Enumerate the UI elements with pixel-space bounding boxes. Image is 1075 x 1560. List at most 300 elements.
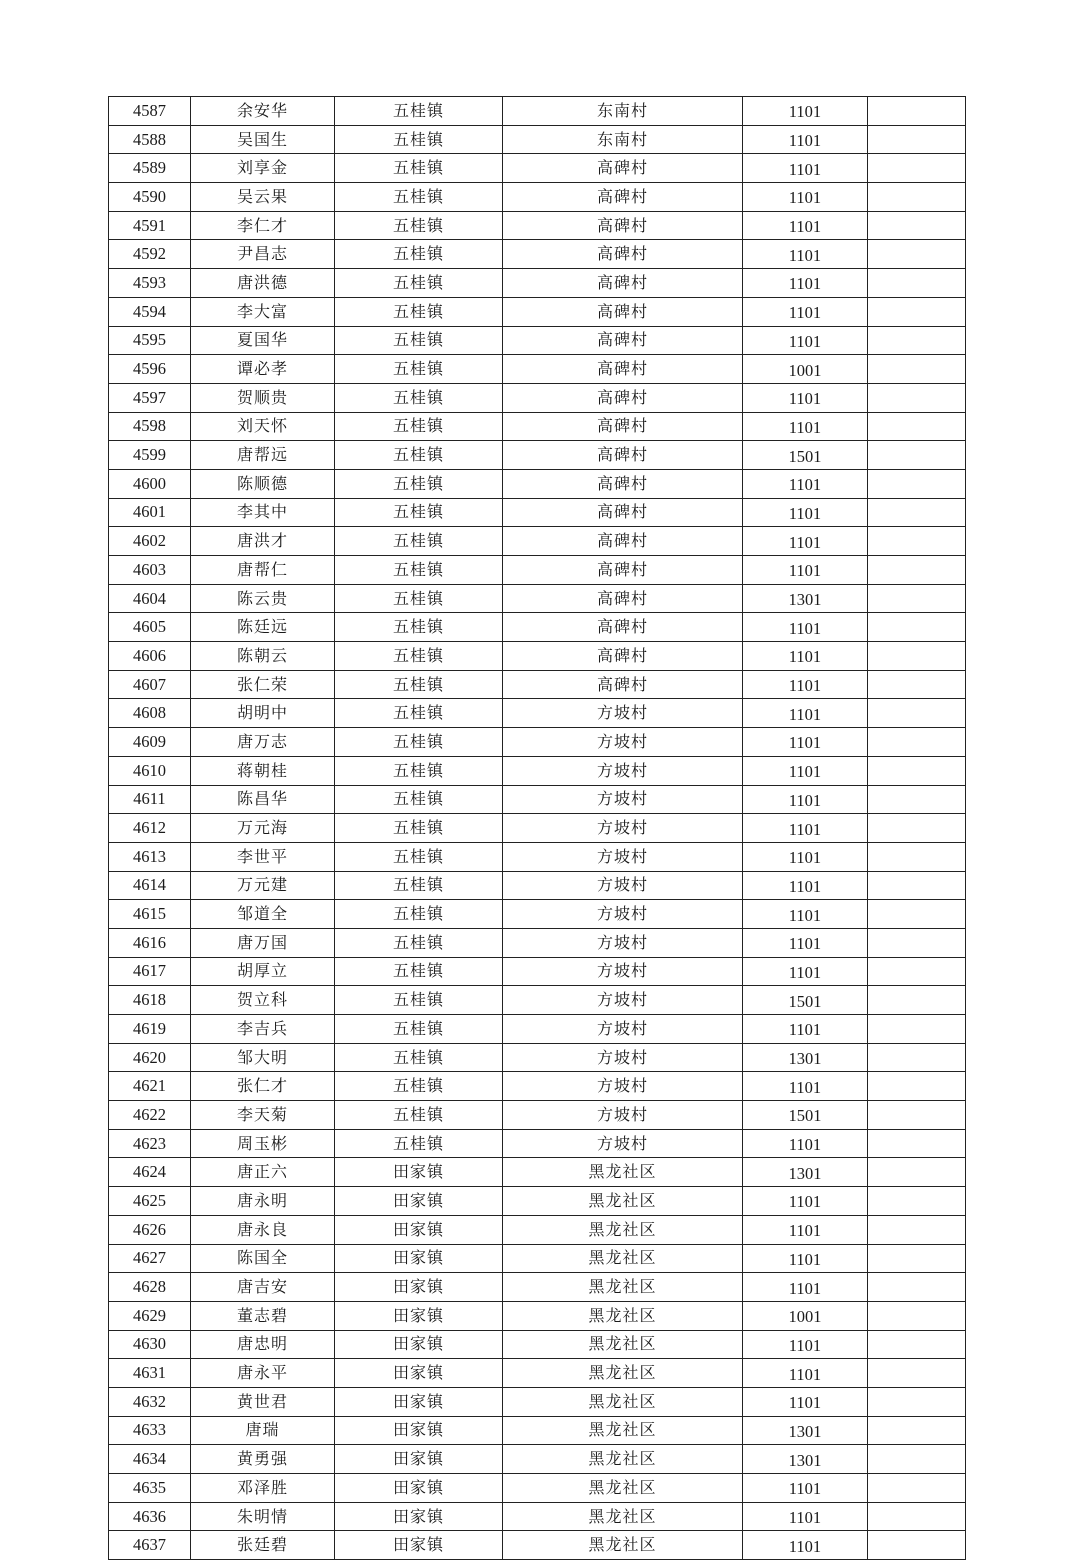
name-cell: 唐忠明 xyxy=(191,1330,335,1359)
table-row xyxy=(109,1416,966,1445)
code-cell: 1101 xyxy=(743,125,868,154)
name-cell: 唐永明 xyxy=(191,1187,335,1216)
town-cell: 田家镇 xyxy=(335,1330,503,1359)
name-cell: 李天菊 xyxy=(191,1101,335,1130)
code-cell: 1301 xyxy=(743,1158,868,1187)
town-cell: 五桂镇 xyxy=(335,154,503,183)
village-cell: 高碑村 xyxy=(503,240,743,269)
code-cell: 1101 xyxy=(743,326,868,355)
code-cell: 1101 xyxy=(743,1215,868,1244)
village-cell: 黑龙社区 xyxy=(503,1502,743,1531)
name-cell: 张仁才 xyxy=(191,1072,335,1101)
village-cell: 方坡村 xyxy=(503,957,743,986)
village-cell: 高碑村 xyxy=(503,269,743,298)
row-number-cell: 4619 xyxy=(109,1015,191,1044)
town-cell: 五桂镇 xyxy=(335,728,503,757)
town-cell: 五桂镇 xyxy=(335,1043,503,1072)
table-row xyxy=(109,900,966,929)
name-cell: 李仁才 xyxy=(191,211,335,240)
row-number-cell: 4615 xyxy=(109,900,191,929)
town-cell: 田家镇 xyxy=(335,1416,503,1445)
village-cell: 黑龙社区 xyxy=(503,1474,743,1503)
town-cell: 五桂镇 xyxy=(335,498,503,527)
code-cell: 1101 xyxy=(743,183,868,212)
code-cell: 1301 xyxy=(743,1043,868,1072)
code-cell: 1101 xyxy=(743,842,868,871)
table-row xyxy=(109,670,966,699)
row-number-cell: 4600 xyxy=(109,469,191,498)
town-cell: 五桂镇 xyxy=(335,928,503,957)
code-cell: 1101 xyxy=(743,1015,868,1044)
village-cell: 方坡村 xyxy=(503,1015,743,1044)
row-number-cell: 4616 xyxy=(109,928,191,957)
table-row xyxy=(109,527,966,556)
note-cell xyxy=(868,498,966,527)
village-cell: 高碑村 xyxy=(503,584,743,613)
name-cell: 周玉彬 xyxy=(191,1129,335,1158)
code-cell: 1101 xyxy=(743,1187,868,1216)
table-row xyxy=(109,1359,966,1388)
table-row xyxy=(109,728,966,757)
town-cell: 五桂镇 xyxy=(335,1129,503,1158)
town-cell: 五桂镇 xyxy=(335,1015,503,1044)
table-row xyxy=(109,383,966,412)
town-cell: 田家镇 xyxy=(335,1474,503,1503)
table-row xyxy=(109,1215,966,1244)
village-cell: 高碑村 xyxy=(503,383,743,412)
table-row xyxy=(109,1187,966,1216)
code-cell: 1101 xyxy=(743,211,868,240)
table-row xyxy=(109,1474,966,1503)
village-cell: 高碑村 xyxy=(503,297,743,326)
code-cell: 1101 xyxy=(743,1474,868,1503)
code-cell: 1101 xyxy=(743,154,868,183)
note-cell xyxy=(868,1445,966,1474)
code-cell: 1101 xyxy=(743,871,868,900)
town-cell: 五桂镇 xyxy=(335,183,503,212)
town-cell: 五桂镇 xyxy=(335,125,503,154)
table-row xyxy=(109,928,966,957)
village-cell: 高碑村 xyxy=(503,412,743,441)
name-cell: 吴云果 xyxy=(191,183,335,212)
note-cell xyxy=(868,871,966,900)
row-number-cell: 4593 xyxy=(109,269,191,298)
table-row xyxy=(109,1101,966,1130)
row-number-cell: 4624 xyxy=(109,1158,191,1187)
village-cell: 方坡村 xyxy=(503,1101,743,1130)
village-cell: 高碑村 xyxy=(503,527,743,556)
code-cell: 1101 xyxy=(743,814,868,843)
row-number-cell: 4626 xyxy=(109,1215,191,1244)
row-number-cell: 4622 xyxy=(109,1101,191,1130)
row-number-cell: 4631 xyxy=(109,1359,191,1388)
town-cell: 五桂镇 xyxy=(335,269,503,298)
code-cell: 1101 xyxy=(743,1387,868,1416)
note-cell xyxy=(868,814,966,843)
town-cell: 五桂镇 xyxy=(335,670,503,699)
village-cell: 黑龙社区 xyxy=(503,1359,743,1388)
name-cell: 邹道全 xyxy=(191,900,335,929)
table-row xyxy=(109,1301,966,1330)
town-cell: 五桂镇 xyxy=(335,412,503,441)
row-number-cell: 4628 xyxy=(109,1273,191,1302)
town-cell: 五桂镇 xyxy=(335,842,503,871)
town-cell: 田家镇 xyxy=(335,1158,503,1187)
name-cell: 贺立科 xyxy=(191,986,335,1015)
row-number-cell: 4612 xyxy=(109,814,191,843)
code-cell: 1001 xyxy=(743,1301,868,1330)
table-row xyxy=(109,814,966,843)
note-cell xyxy=(868,1015,966,1044)
code-cell: 1301 xyxy=(743,1445,868,1474)
code-cell: 1101 xyxy=(743,642,868,671)
note-cell xyxy=(868,1072,966,1101)
town-cell: 五桂镇 xyxy=(335,613,503,642)
village-cell: 黑龙社区 xyxy=(503,1215,743,1244)
table-row xyxy=(109,785,966,814)
table-row xyxy=(109,699,966,728)
table-row xyxy=(109,556,966,585)
row-number-cell: 4608 xyxy=(109,699,191,728)
note-cell xyxy=(868,527,966,556)
table-row xyxy=(109,441,966,470)
row-number-cell: 4597 xyxy=(109,383,191,412)
town-cell: 田家镇 xyxy=(335,1244,503,1273)
name-cell: 陈顺德 xyxy=(191,469,335,498)
town-cell: 五桂镇 xyxy=(335,814,503,843)
town-cell: 五桂镇 xyxy=(335,785,503,814)
town-cell: 五桂镇 xyxy=(335,986,503,1015)
table-row xyxy=(109,1043,966,1072)
table-row xyxy=(109,183,966,212)
note-cell xyxy=(868,613,966,642)
table-row xyxy=(109,957,966,986)
code-cell: 1101 xyxy=(743,613,868,642)
note-cell xyxy=(868,1330,966,1359)
roster-table-body xyxy=(109,97,966,1560)
village-cell: 高碑村 xyxy=(503,556,743,585)
note-cell xyxy=(868,297,966,326)
row-number-cell: 4635 xyxy=(109,1474,191,1503)
village-cell: 高碑村 xyxy=(503,326,743,355)
table-row xyxy=(109,412,966,441)
town-cell: 五桂镇 xyxy=(335,441,503,470)
village-cell: 高碑村 xyxy=(503,355,743,384)
note-cell xyxy=(868,1043,966,1072)
town-cell: 五桂镇 xyxy=(335,240,503,269)
table-row xyxy=(109,97,966,126)
name-cell: 邓泽胜 xyxy=(191,1474,335,1503)
town-cell: 五桂镇 xyxy=(335,642,503,671)
table-row xyxy=(109,613,966,642)
name-cell: 唐正六 xyxy=(191,1158,335,1187)
code-cell: 1301 xyxy=(743,1416,868,1445)
row-number-cell: 4592 xyxy=(109,240,191,269)
town-cell: 五桂镇 xyxy=(335,211,503,240)
row-number-cell: 4587 xyxy=(109,97,191,126)
table-row xyxy=(109,871,966,900)
village-cell: 高碑村 xyxy=(503,498,743,527)
table-row xyxy=(109,642,966,671)
name-cell: 蒋朝桂 xyxy=(191,756,335,785)
name-cell: 张仁荣 xyxy=(191,670,335,699)
village-cell: 方坡村 xyxy=(503,1129,743,1158)
name-cell: 刘享金 xyxy=(191,154,335,183)
village-cell: 方坡村 xyxy=(503,1043,743,1072)
village-cell: 黑龙社区 xyxy=(503,1273,743,1302)
name-cell: 胡明中 xyxy=(191,699,335,728)
name-cell: 唐永平 xyxy=(191,1359,335,1388)
table-row xyxy=(109,1531,966,1560)
row-number-cell: 4632 xyxy=(109,1387,191,1416)
name-cell: 唐洪德 xyxy=(191,269,335,298)
town-cell: 五桂镇 xyxy=(335,699,503,728)
row-number-cell: 4606 xyxy=(109,642,191,671)
village-cell: 高碑村 xyxy=(503,613,743,642)
name-cell: 张廷碧 xyxy=(191,1531,335,1560)
town-cell: 田家镇 xyxy=(335,1387,503,1416)
name-cell: 余安华 xyxy=(191,97,335,126)
note-cell xyxy=(868,469,966,498)
code-cell: 1101 xyxy=(743,670,868,699)
village-cell: 高碑村 xyxy=(503,183,743,212)
code-cell: 1501 xyxy=(743,986,868,1015)
table-row xyxy=(109,1502,966,1531)
note-cell xyxy=(868,183,966,212)
code-cell: 1101 xyxy=(743,1502,868,1531)
code-cell: 1001 xyxy=(743,355,868,384)
note-cell xyxy=(868,1502,966,1531)
town-cell: 田家镇 xyxy=(335,1187,503,1216)
name-cell: 陈朝云 xyxy=(191,642,335,671)
code-cell: 1101 xyxy=(743,1244,868,1273)
town-cell: 田家镇 xyxy=(335,1531,503,1560)
village-cell: 方坡村 xyxy=(503,928,743,957)
village-cell: 黑龙社区 xyxy=(503,1531,743,1560)
table-row xyxy=(109,584,966,613)
note-cell xyxy=(868,584,966,613)
row-number-cell: 4611 xyxy=(109,785,191,814)
row-number-cell: 4591 xyxy=(109,211,191,240)
code-cell: 1101 xyxy=(743,240,868,269)
note-cell xyxy=(868,957,966,986)
code-cell: 1101 xyxy=(743,1531,868,1560)
name-cell: 黄世君 xyxy=(191,1387,335,1416)
code-cell: 1101 xyxy=(743,1129,868,1158)
village-cell: 黑龙社区 xyxy=(503,1445,743,1474)
name-cell: 唐洪才 xyxy=(191,527,335,556)
row-number-cell: 4602 xyxy=(109,527,191,556)
code-cell: 1101 xyxy=(743,1273,868,1302)
row-number-cell: 4613 xyxy=(109,842,191,871)
row-number-cell: 4633 xyxy=(109,1416,191,1445)
note-cell xyxy=(868,1416,966,1445)
row-number-cell: 4634 xyxy=(109,1445,191,1474)
village-cell: 高碑村 xyxy=(503,211,743,240)
town-cell: 田家镇 xyxy=(335,1445,503,1474)
name-cell: 李大富 xyxy=(191,297,335,326)
row-number-cell: 4594 xyxy=(109,297,191,326)
table-row xyxy=(109,154,966,183)
note-cell xyxy=(868,785,966,814)
name-cell: 吴国生 xyxy=(191,125,335,154)
name-cell: 陈国全 xyxy=(191,1244,335,1273)
town-cell: 五桂镇 xyxy=(335,957,503,986)
table-row xyxy=(109,355,966,384)
town-cell: 五桂镇 xyxy=(335,1072,503,1101)
row-number-cell: 4630 xyxy=(109,1330,191,1359)
village-cell: 高碑村 xyxy=(503,441,743,470)
row-number-cell: 4607 xyxy=(109,670,191,699)
note-cell xyxy=(868,1244,966,1273)
note-cell xyxy=(868,928,966,957)
name-cell: 唐帮远 xyxy=(191,441,335,470)
code-cell: 1301 xyxy=(743,584,868,613)
code-cell: 1101 xyxy=(743,728,868,757)
name-cell: 唐万国 xyxy=(191,928,335,957)
name-cell: 唐帮仁 xyxy=(191,556,335,585)
table-row xyxy=(109,756,966,785)
town-cell: 五桂镇 xyxy=(335,297,503,326)
note-cell xyxy=(868,1359,966,1388)
name-cell: 李其中 xyxy=(191,498,335,527)
code-cell: 1101 xyxy=(743,297,868,326)
name-cell: 李世平 xyxy=(191,842,335,871)
table-row xyxy=(109,986,966,1015)
village-cell: 方坡村 xyxy=(503,986,743,1015)
town-cell: 五桂镇 xyxy=(335,556,503,585)
name-cell: 邹大明 xyxy=(191,1043,335,1072)
town-cell: 五桂镇 xyxy=(335,97,503,126)
code-cell: 1101 xyxy=(743,498,868,527)
village-cell: 高碑村 xyxy=(503,670,743,699)
table-row xyxy=(109,1387,966,1416)
code-cell: 1501 xyxy=(743,1101,868,1130)
code-cell: 1101 xyxy=(743,97,868,126)
town-cell: 五桂镇 xyxy=(335,355,503,384)
table-row xyxy=(109,1129,966,1158)
town-cell: 五桂镇 xyxy=(335,584,503,613)
village-cell: 方坡村 xyxy=(503,785,743,814)
code-cell: 1101 xyxy=(743,900,868,929)
row-number-cell: 4618 xyxy=(109,986,191,1015)
table-row xyxy=(109,498,966,527)
name-cell: 夏国华 xyxy=(191,326,335,355)
name-cell: 刘天怀 xyxy=(191,412,335,441)
note-cell xyxy=(868,1158,966,1187)
name-cell: 唐永良 xyxy=(191,1215,335,1244)
code-cell: 1101 xyxy=(743,699,868,728)
note-cell xyxy=(868,1101,966,1130)
note-cell xyxy=(868,1129,966,1158)
village-cell: 东南村 xyxy=(503,125,743,154)
name-cell: 董志碧 xyxy=(191,1301,335,1330)
code-cell: 1101 xyxy=(743,756,868,785)
note-cell xyxy=(868,1387,966,1416)
row-number-cell: 4620 xyxy=(109,1043,191,1072)
row-number-cell: 4599 xyxy=(109,441,191,470)
note-cell xyxy=(868,642,966,671)
name-cell: 陈昌华 xyxy=(191,785,335,814)
row-number-cell: 4588 xyxy=(109,125,191,154)
note-cell xyxy=(868,326,966,355)
note-cell xyxy=(868,728,966,757)
note-cell xyxy=(868,699,966,728)
row-number-cell: 4625 xyxy=(109,1187,191,1216)
note-cell xyxy=(868,1215,966,1244)
village-cell: 高碑村 xyxy=(503,154,743,183)
table-row xyxy=(109,1445,966,1474)
name-cell: 唐吉安 xyxy=(191,1273,335,1302)
note-cell xyxy=(868,556,966,585)
town-cell: 五桂镇 xyxy=(335,326,503,355)
name-cell: 陈云贵 xyxy=(191,584,335,613)
note-cell xyxy=(868,240,966,269)
code-cell: 1101 xyxy=(743,527,868,556)
note-cell xyxy=(868,412,966,441)
note-cell xyxy=(868,756,966,785)
name-cell: 黄勇强 xyxy=(191,1445,335,1474)
name-cell: 朱明情 xyxy=(191,1502,335,1531)
row-number-cell: 4589 xyxy=(109,154,191,183)
code-cell: 1101 xyxy=(743,412,868,441)
table-row xyxy=(109,469,966,498)
note-cell xyxy=(868,842,966,871)
name-cell: 唐万志 xyxy=(191,728,335,757)
table-row xyxy=(109,842,966,871)
row-number-cell: 4590 xyxy=(109,183,191,212)
note-cell xyxy=(868,670,966,699)
town-cell: 田家镇 xyxy=(335,1301,503,1330)
note-cell xyxy=(868,383,966,412)
row-number-cell: 4605 xyxy=(109,613,191,642)
table-row xyxy=(109,1072,966,1101)
village-cell: 方坡村 xyxy=(503,900,743,929)
village-cell: 方坡村 xyxy=(503,1072,743,1101)
village-cell: 方坡村 xyxy=(503,756,743,785)
town-cell: 田家镇 xyxy=(335,1273,503,1302)
village-cell: 黑龙社区 xyxy=(503,1416,743,1445)
table-row xyxy=(109,125,966,154)
name-cell: 陈廷远 xyxy=(191,613,335,642)
village-cell: 方坡村 xyxy=(503,871,743,900)
code-cell: 1101 xyxy=(743,1072,868,1101)
note-cell xyxy=(868,1531,966,1560)
village-cell: 黑龙社区 xyxy=(503,1187,743,1216)
name-cell: 万元海 xyxy=(191,814,335,843)
code-cell: 1101 xyxy=(743,269,868,298)
village-cell: 方坡村 xyxy=(503,814,743,843)
note-cell xyxy=(868,355,966,384)
town-cell: 五桂镇 xyxy=(335,469,503,498)
note-cell xyxy=(868,269,966,298)
table-row xyxy=(109,297,966,326)
town-cell: 五桂镇 xyxy=(335,871,503,900)
table-row xyxy=(109,1158,966,1187)
note-cell xyxy=(868,1301,966,1330)
town-cell: 五桂镇 xyxy=(335,527,503,556)
row-number-cell: 4614 xyxy=(109,871,191,900)
town-cell: 五桂镇 xyxy=(335,756,503,785)
village-cell: 方坡村 xyxy=(503,699,743,728)
row-number-cell: 4604 xyxy=(109,584,191,613)
note-cell xyxy=(868,125,966,154)
code-cell: 1101 xyxy=(743,556,868,585)
code-cell: 1101 xyxy=(743,957,868,986)
row-number-cell: 4596 xyxy=(109,355,191,384)
table-row xyxy=(109,1244,966,1273)
town-cell: 田家镇 xyxy=(335,1502,503,1531)
